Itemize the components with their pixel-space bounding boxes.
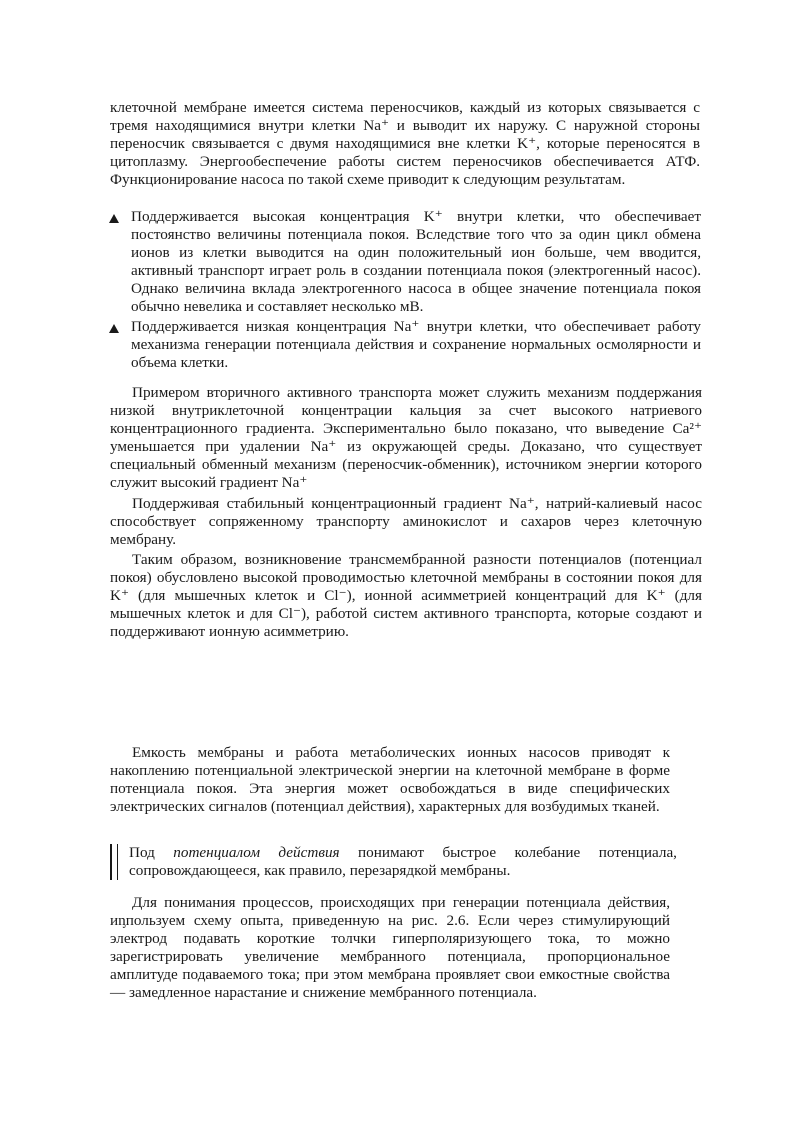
list-item [109, 318, 701, 372]
definition-inner [117, 844, 677, 880]
paragraph-pump-carriers: клеточной мембране имеется система переносчиков, каждый из которых связывается с тремя находящимися внутри клетки Na⁺ и выводит их наружу. С наружной стороны переносчик связывается с двумя находящимися вне клетки K⁺, которые переносятся в цитоплазму. Энергообеспечение работы систем переносчиков обеспечивается АТФ. Функционирование насоса по такой схеме приводит к следующим результатам. [110, 99, 700, 189]
definition-text [129, 844, 677, 880]
definition-box [110, 844, 677, 880]
definition-term: потенциалом действия [173, 844, 340, 861]
experiment-block [110, 894, 670, 1003]
secondary-transport-block [110, 384, 702, 641]
results-list [109, 208, 701, 372]
definition-rest: понимают быстрое колебание потенциала, сопровождающееся, как правило, перезарядкой мембраны. [129, 844, 677, 880]
bullet-potassium: Поддерживается высокая концентрация K⁺ внутри клетки, что обеспечивает постоянство величины потенциала покоя. Вследствие того что за один цикл обмена ионов из клетки выводится на один положительный ион больше, чем вводится, активный транспорт играет роль в создании потенциала покоя (электрогенный насос). Однако величина вклада электрогенного насоса в общее значение потенциала покоя обычно невелика и составляет несколько мВ. [131, 208, 701, 316]
triangle-bullet-icon [109, 324, 119, 333]
definition-prefix: Под [129, 844, 174, 861]
capacitance-block [110, 744, 670, 816]
paragraph-summary: Таким образом, возникновение трансмембранной разности потенциалов (потенциал покоя) обусловлено высокой проводимостью клеточной мембраны в состоянии покоя для K⁺ (для мышечных клеток и Cl⁻), ионной асимметрией концентраций для K⁺ (для мышечных клеток и для Cl⁻), работой систем активного транспорта, которые создают и поддерживают ионную асимметрию. [110, 550, 702, 641]
triangle-bullet-icon [109, 214, 119, 223]
paragraph-membrane-capacitance: Емкость мембраны и работа метаболических ионных насосов приводят к накоплению потенциальной электрической энергии на клеточной мембране в форме потенциала покоя. Эта энергия может освобождаться в виде специфических электрических сигналов (потенциал действия), характерных для возбудимых тканей. [110, 744, 670, 816]
paragraph-secondary-transport: Примером вторичного активного транспорта может служить механизм поддержания низкой внутриклеточной концентрации кальция за счет высокого натриевого концентрационного градиента. Экспериментально было показано, что выведение Ca²⁺ уменьшается при удалении Na⁺ из окружающей среды. Доказано, что существует специальный обменный механизм (переносчик-обменник), источником энергии которого служит высокий градиент Na⁺ [110, 384, 702, 492]
list-item [109, 208, 701, 317]
paragraph-cotransport: Поддерживая стабильный концентрационный градиент Na⁺, натрий-калиевый насос способствует сопряженному транспорту аминокислот и сахаров через клеточную мембрану. [110, 494, 702, 548]
intro-block [110, 99, 700, 189]
bullet-sodium: Поддерживается низкая концентрация Na⁺ внутри клетки, что обеспечивает работу механизма генерации потенциала действия и сохранение нормальных осмолярности и объема клетки. [131, 317, 701, 371]
paragraph-experiment: Для понимания процессов, происходящих при генерации потенциала действия, иᶇпользуем схему опыта, приведенную на рис. 2.6. Если через стимулирующий электрод подавать короткие толчки гиперполяризующего тока, то можно зарегистрировать увеличение мембранного потенциала, пропорциональное амплитуде подаваемого тока; при этом мембрана проявляет свои емкостные свойства — замедленное нарастание и снижение мембранного потенциала. [110, 894, 670, 1002]
